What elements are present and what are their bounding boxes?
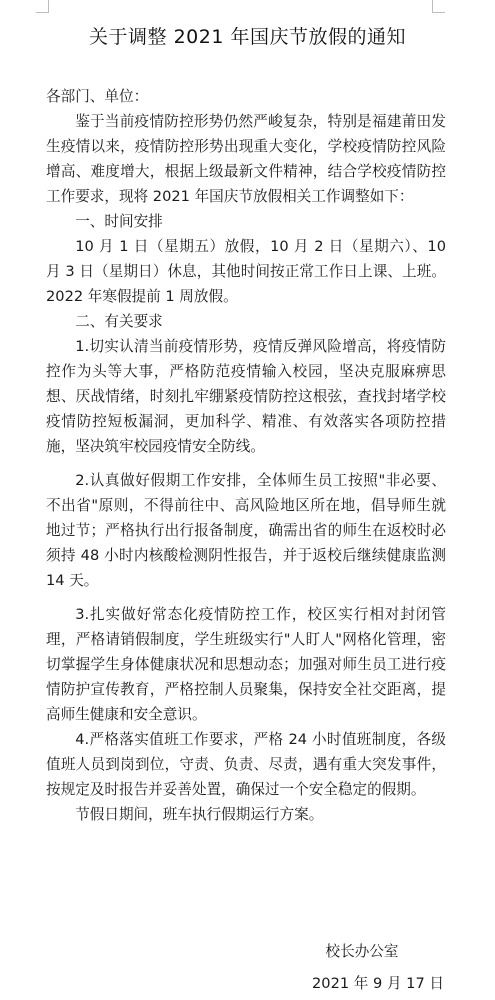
requirement-item-1: 1.切实认清当前疫情形势，疫情反弹风险增高，将疫情防控作为头等大事，严格防范疫情输入校园，坚决克服麻痹思想、厌战情绪，时刻扎牢绷紧疫情防控这根弦，查找封堵学校疫情防控短板漏洞，更加科学、精准、有效落实各项防控措施，坚决筑牢校园疫情安全防线。 <box>46 338 446 455</box>
salutation: 各部门、单位： <box>46 88 149 105</box>
requirement-item-3: 3.扎实做好常态化疫情防控工作，校区实行相对封闭管理，严格请销假制度，学生班级实行"人盯人"网格化管理，密切掌握学生身体健康状况和思想动态；加强对师生员工进行疫情防护宣传教育，严格控制人员聚集，保持安全社交距离，提高师生健康和安全意识。 <box>46 606 446 723</box>
requirement-item-4: 4.严格落实值班工作要求，严格 24 小时值班制度，各级值班人员到岗到位，守责、负责、尽责，遇有重大突发事件，按规定及时报告并妥善处置，确保过一个安全稳定的假期。 <box>46 731 446 798</box>
issue-date: 2021 年 9 月 17 日 <box>312 975 444 992</box>
notice-body <box>46 84 446 827</box>
intro-paragraph: 鉴于当前疫情防控形势仍然严峻复杂，特别是福建莆田发生疫情以来，疫情防控形势出现重大变化，学校疫情防控风险增高、难度增大，根据上级最新文件精神，结合学校疫情防控工作要求，现将 2021 年国庆节放假相关工作调整如下： <box>46 113 446 205</box>
signature-block <box>312 940 444 996</box>
schedule-paragraph: 10 月 1 日（星期五）放假，10 月 2 日（星期六）、10 月 3 日（星期日）休息，其他时间按正常工作日上课、上班。2022 年寒假提前 1 周放假。 <box>46 238 446 305</box>
section-heading-requirements: 二、有关要求 <box>75 313 163 330</box>
crop-mark-top-left <box>36 0 49 13</box>
crop-mark-top-right <box>432 0 445 13</box>
section-heading-schedule: 一、时间安排 <box>75 213 163 230</box>
closing-paragraph: 节假日期间，班车执行假期运行方案。 <box>75 806 324 823</box>
document-title: 关于调整 2021 年国庆节放假的通知 <box>89 26 406 48</box>
issuing-office: 校长办公室 <box>325 943 399 960</box>
requirement-item-2: 2.认真做好假期工作安排，全体师生员工按照"非必要、不出省"原则，不得前往中、高风险地区所在地，倡导师生就地过节；严格执行出行报备制度，确需出省的师生在返校时必须持 48 小时内核酸检测阴性报告，并于返校后继续健康监测 14 天。 <box>46 472 446 589</box>
